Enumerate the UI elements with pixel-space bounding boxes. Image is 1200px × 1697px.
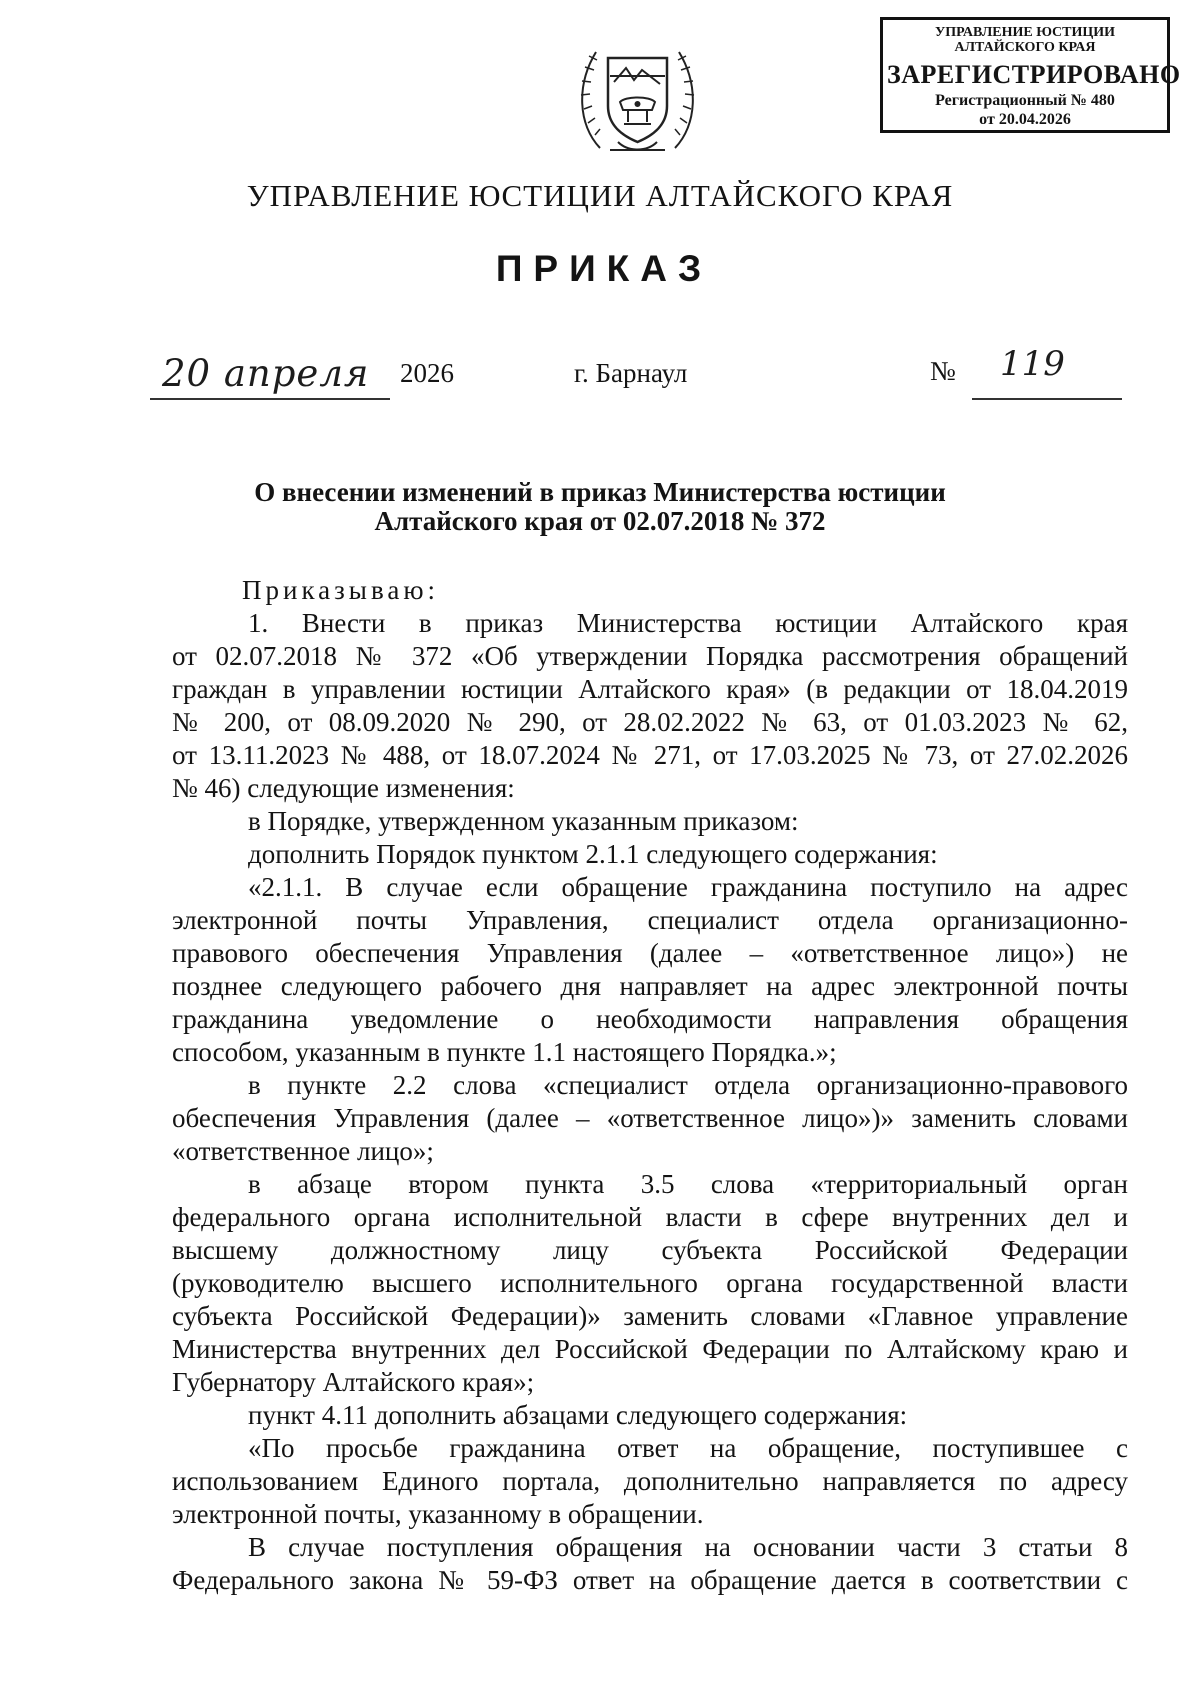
body-line: правового обеспечения Управления (далее – «ответственное лицо») не (172, 938, 1128, 968)
subject-line: Алтайского края от 02.07.2018 № 372 (374, 506, 826, 536)
stamp-organization: УПРАВЛЕНИЕ ЮСТИЦИИ АЛТАЙСКОГО КРАЯ (935, 25, 1115, 55)
agency-name: УПРАВЛЕНИЕ ЮСТИЦИИ АЛТАЙСКОГО КРАЯ (246, 178, 954, 213)
document-body (172, 574, 1128, 1597)
body-line: № 46) следующие изменения: (172, 773, 515, 803)
document-subject (0, 478, 1200, 536)
number-underline (972, 398, 1122, 400)
stamp-reg-number: Регистрационный № 480 (935, 92, 1115, 109)
date-underline (150, 398, 390, 400)
body-line: 1. Внести в приказ Министерства юстиции Алтайского края (248, 608, 1128, 638)
body-line: использованием Единого портала, дополнительно направляется по адресу (172, 1466, 1128, 1496)
handwritten-date: 20 апреля (162, 352, 370, 395)
body-line: пункт 4.11 дополнить абзацами следующего содержания: (248, 1400, 908, 1430)
body-line: электронной почты Управления, специалист отдела организационно- (172, 905, 1128, 935)
body-line: от 13.11.2023 № 488, от 18.07.2024 № 271, от 17.03.2025 № 73, от 27.02.2026 (172, 740, 1128, 770)
body-line: Министерства внутренних дел Российской Федерации по Алтайскому краю и (172, 1334, 1128, 1364)
handwritten-document-number: 119 (1000, 344, 1065, 384)
body-line: в абзаце втором пункта 3.5 слова «территориальный орган (248, 1169, 1128, 1199)
document-city: г. Барнаул (574, 358, 688, 388)
body-line: федерального органа исполнительной власти в сфере внутренних дел и (172, 1202, 1128, 1232)
registration-stamp (880, 17, 1181, 133)
body-line: в пункте 2.2 слова «специалист отдела организационно-правового (248, 1070, 1128, 1100)
document-type-title: ПРИКАЗ (495, 248, 713, 289)
body-line: способом, указанным в пункте 1.1 настоящего Порядка.»; (172, 1037, 837, 1067)
body-line: «По просьбе гражданина ответ на обращение, поступившее с (248, 1433, 1128, 1463)
body-line: Губернатору Алтайского края»; (172, 1367, 535, 1397)
date-year: 2026 (400, 358, 454, 388)
stamp-reg-date: от 20.04.2026 (979, 111, 1071, 128)
body-line: «ответственное лицо»; (172, 1136, 434, 1166)
body-line: гражданина уведомление о необходимости направления обращения (172, 1004, 1128, 1034)
body-line: обеспечения Управления (далее – «ответственное лицо»)» заменить словами (172, 1103, 1128, 1133)
altai-krai-coat-of-arms-icon (570, 30, 705, 160)
body-line: в Порядке, утвержденном указанным приказом: (248, 806, 799, 836)
body-line: электронной почты, указанному в обращении. (172, 1499, 704, 1529)
subject-line: О внесении изменений в приказ Министерства юстиции (254, 477, 946, 507)
body-line: В случае поступления обращения на основании части 3 статьи 8 (248, 1532, 1128, 1562)
body-line: «2.1.1. В случае если обращение гражданина поступило на адрес (248, 872, 1128, 902)
body-line: Федерального закона № 59-ФЗ ответ на обращение дается в соответствии с (172, 1565, 1128, 1595)
body-line: № 200, от 08.09.2020 № 290, от 28.02.2022 № 63, от 01.03.2023 № 62, (172, 707, 1128, 737)
stamp-status: ЗАРЕГИСТРИРОВАНО (887, 60, 1181, 89)
body-line: позднее следующего рабочего дня направляет на адрес электронной почты (172, 971, 1128, 1001)
body-line: высшему должностному лицу субъекта Российской Федерации (172, 1235, 1128, 1265)
body-line: (руководителю высшего исполнительного органа государственной власти (172, 1268, 1128, 1298)
body-line: граждан в управлении юстиции Алтайского края» (в редакции от 18.04.2019 (172, 674, 1128, 704)
body-line: от 02.07.2018 № 372 «Об утверждении Порядка рассмотрения обращений (172, 641, 1128, 671)
body-line: субъекта Российской Федерации)» заменить словами «Главное управление (172, 1301, 1128, 1331)
number-sign: № (930, 356, 956, 386)
body-line: Приказываю: (242, 575, 439, 605)
body-line: дополнить Порядок пунктом 2.1.1 следующего содержания: (248, 839, 938, 869)
